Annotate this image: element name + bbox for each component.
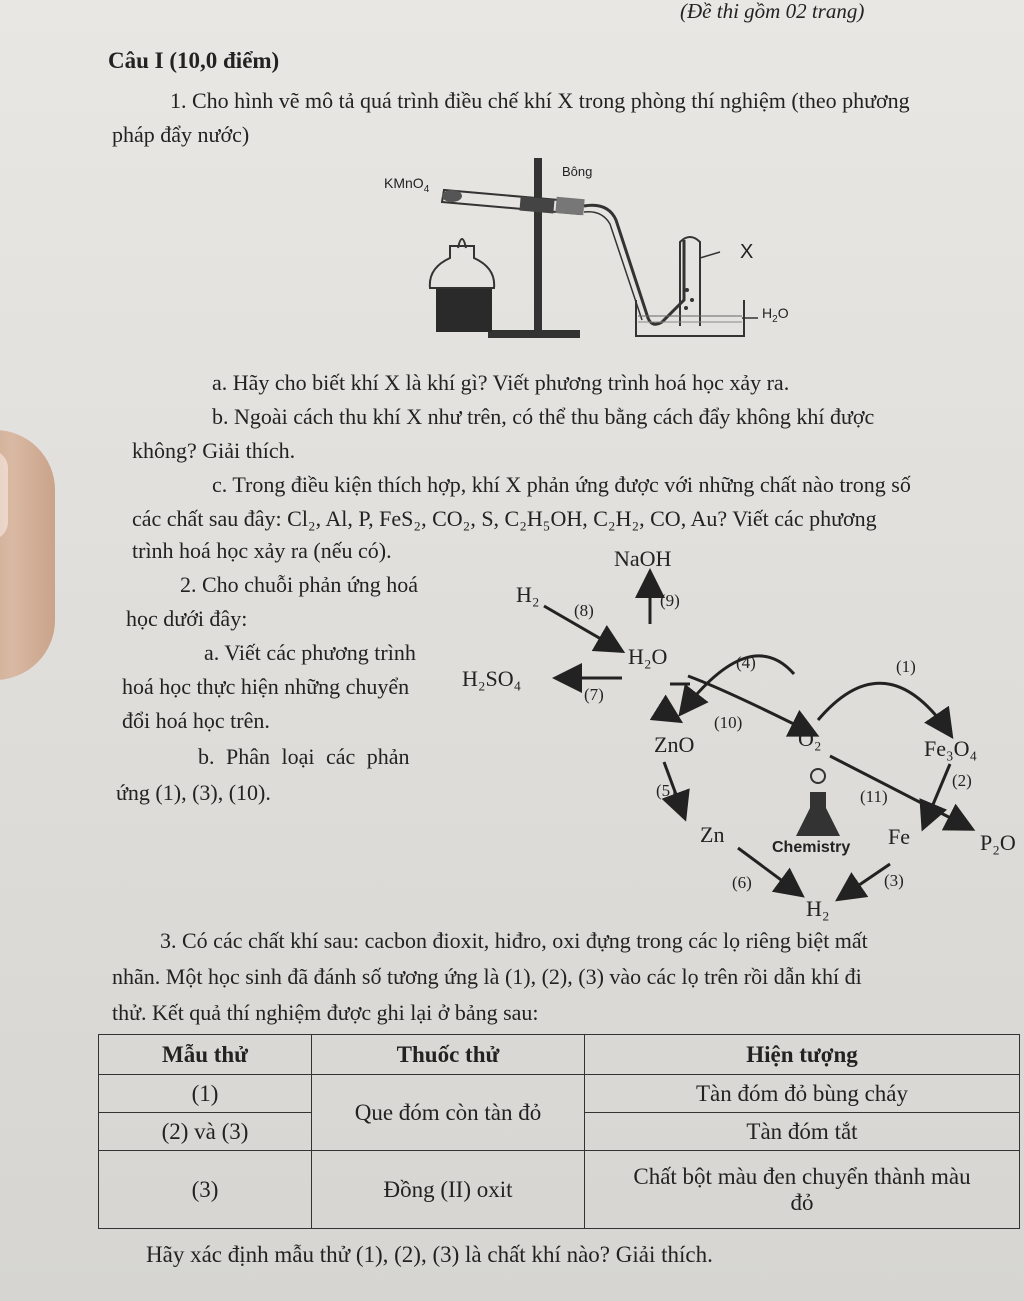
table-row bbox=[99, 1151, 1020, 1229]
part1-text: 1. Cho hình vẽ mô tả quá trình điều chế khí X trong phòng thí nghiệm (theo phương bbox=[170, 88, 910, 113]
finger-image bbox=[0, 430, 55, 680]
fingernail bbox=[0, 450, 8, 540]
part2a-text-end: đổi hoá học trên. bbox=[122, 708, 270, 733]
results-table bbox=[98, 1034, 1020, 1229]
step-8: (8) bbox=[574, 601, 594, 620]
part1b-text-cont: không? Giải thích. bbox=[132, 438, 296, 463]
part2-text: 2. Cho chuỗi phản ứng hoá bbox=[180, 572, 419, 597]
part1c-text: c. Trong điều kiện thích hợp, khí X phản ứng được với những chất nào trong số bbox=[212, 472, 911, 497]
label-h2o: $H_2O$ bbox=[762, 305, 789, 325]
cell-reagent-splint: Que đóm còn tàn đỏ bbox=[312, 1075, 585, 1151]
cell-sample-2-3: (2) và (3) bbox=[99, 1113, 312, 1151]
chain-h2-bottom: H₂ bbox=[806, 896, 830, 921]
question-title: Câu I (10,0 điểm) bbox=[108, 48, 280, 73]
part1a-text: a. Hãy cho biết khí X là khí gì? Viết phương trình hoá học xảy ra. bbox=[212, 370, 790, 395]
cell-phenomenon-3-line1: Chất bột màu đen chuyển thành màu bbox=[633, 1163, 971, 1189]
part3-text-end: thử. Kết quả thí nghiệm được ghi lại ở bảng sau: bbox=[112, 1000, 539, 1025]
reaction-chain-diagram bbox=[450, 540, 1024, 930]
label-bong: Bông bbox=[562, 164, 593, 179]
cell-phenomenon-1: Tàn đóm đỏ bùng cháy bbox=[585, 1075, 1020, 1113]
cell-phenomenon-2: Tàn đóm tắt bbox=[585, 1113, 1020, 1151]
chain-fe3o4: Fe₃O₄ bbox=[924, 736, 978, 761]
header-phenomenon: Hiện tượng bbox=[585, 1035, 1020, 1075]
step-4: (4) bbox=[736, 653, 756, 672]
label-kmno4: KMnO$_4$ bbox=[384, 175, 430, 195]
header-reagent: Thuốc thử bbox=[312, 1035, 585, 1075]
cell-reagent-cuo: Đồng (II) oxit bbox=[312, 1151, 585, 1229]
chain-naoh: NaOH bbox=[614, 546, 672, 571]
chain-o2: O₂ bbox=[798, 726, 822, 751]
chain-zno: ZnO bbox=[654, 732, 695, 757]
label-x: X bbox=[740, 241, 754, 263]
part2a-text: a. Viết các phương trình bbox=[204, 640, 416, 665]
step-10: (10) bbox=[714, 713, 743, 732]
table-row bbox=[99, 1075, 1020, 1113]
part2-text-cont: học dưới đây: bbox=[126, 606, 248, 631]
step-7: (7) bbox=[584, 685, 604, 704]
step-11: (11) bbox=[860, 787, 888, 806]
chain-zn: Zn bbox=[700, 822, 725, 847]
step-1: (1) bbox=[896, 657, 916, 676]
part2b-text-cont: ứng (1), (3), (10). bbox=[116, 780, 271, 805]
apparatus-figure bbox=[380, 150, 810, 350]
cell-sample-3: (3) bbox=[99, 1151, 312, 1229]
final-question: Hãy xác định mẫu thử (1), (2), (3) là chất khí nào? Giải thích. bbox=[146, 1242, 713, 1267]
part1b-text: b. Ngoài cách thu khí X như trên, có thể thu bằng cách đẩy không khí được bbox=[212, 404, 875, 429]
chain-h2: H₂ bbox=[516, 582, 540, 607]
step-2: (2) bbox=[952, 771, 972, 790]
step-3: (3) bbox=[884, 871, 904, 890]
step-6: (6) bbox=[732, 873, 752, 892]
chemistry-label: Chemistry bbox=[772, 839, 851, 856]
part2a-text-cont: hoá học thực hiện những chuyển bbox=[122, 674, 410, 699]
cell-sample-1: (1) bbox=[99, 1075, 312, 1113]
cell-phenomenon-3 bbox=[585, 1151, 1020, 1229]
part2b-text: b. Phân loại các phản bbox=[198, 744, 410, 769]
chain-h2so4: H₂SO₄ bbox=[462, 666, 522, 691]
chain-fe: Fe bbox=[888, 824, 910, 849]
step-9: (9) bbox=[660, 591, 680, 610]
chemistry-flask-icon bbox=[796, 769, 840, 836]
cell-phenomenon-3-line2: đỏ bbox=[790, 1189, 814, 1215]
part3-text-cont: nhãn. Một học sinh đã đánh số tương ứng là (1), (2), (3) vào các lọ trên rồi dẫn khí đi bbox=[112, 964, 862, 989]
chain-h2o: H₂O bbox=[628, 644, 668, 669]
part1c-text-end: trình hoá học xảy ra (nếu có). bbox=[132, 538, 392, 563]
header-sample: Mẫu thử bbox=[99, 1035, 312, 1075]
part3-text: 3. Có các chất khí sau: cacbon đioxit, hiđro, oxi đựng trong các lọ riêng biệt mất bbox=[160, 928, 868, 953]
step-5: (5) bbox=[656, 781, 676, 800]
part1c-text-cont: các chất sau đây: Cl₂, Al, P, FeS₂, CO₂, S, C₂H₅OH, C₂H₂, CO, Au? Viết các phương bbox=[132, 506, 877, 531]
part1-text-cont: pháp đẩy nước) bbox=[112, 122, 250, 147]
table-header-row bbox=[99, 1035, 1020, 1075]
chain-p2o: P₂O bbox=[980, 830, 1016, 855]
page-header: (Đề thi gồm 02 trang) bbox=[680, 0, 865, 23]
